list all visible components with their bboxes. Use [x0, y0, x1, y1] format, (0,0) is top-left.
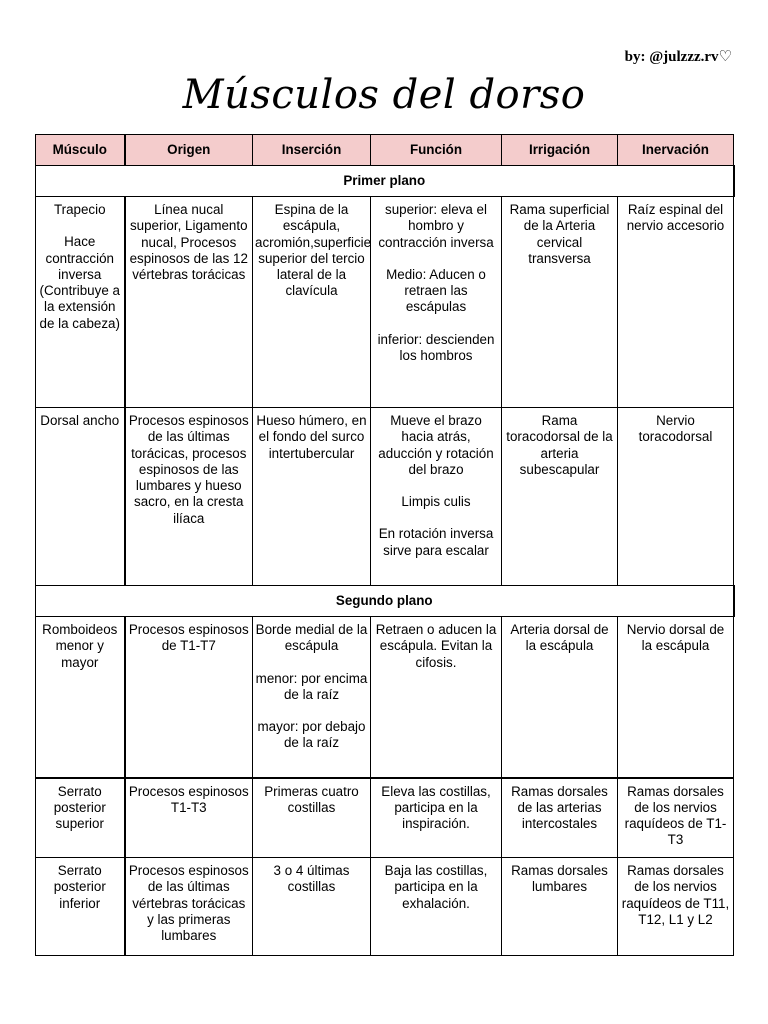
cell-musculo: Dorsal ancho — [36, 408, 125, 586]
cell-musculo: Romboideos menor y mayor — [36, 617, 125, 778]
cell-insercion — [253, 617, 371, 778]
table-row-trapecio — [36, 197, 734, 408]
table-row-serrato-superior — [36, 778, 734, 858]
cell-irrigacion: Ramas dorsales de las arterias intercostales — [502, 778, 618, 858]
funcion-medio: Medio: Aducen o retraen las escápulas — [386, 266, 486, 315]
funcion-line-2: Limpis culis — [401, 494, 471, 510]
page-title: Músculos del dorso — [182, 72, 586, 118]
cell-inervacion: Nervio dorsal de la escápula — [618, 617, 734, 778]
cell-funcion: Retraen o aducen la escápula. Evitan la cifosis. — [371, 617, 502, 778]
table-row-serrato-inferior — [36, 858, 734, 956]
cell-insercion: Primeras cuatro costillas — [253, 778, 371, 858]
cell-insercion: 3 o 4 últimas costillas — [253, 858, 371, 956]
author-byline: by: @julzzz.rv♡ — [624, 49, 732, 65]
funcion-inferior: inferior: descienden los hombros — [377, 331, 495, 364]
muscle-name: Trapecio — [53, 202, 106, 217]
cell-origen: Procesos espinosos de las últimas torácicas, procesos espinosos de las lumbares y hueso sacro, en la cresta ilíaca — [125, 408, 253, 586]
section-label: Segundo plano — [36, 586, 734, 617]
cell-funcion: Eleva las costillas, participa en la inspiración. — [371, 778, 502, 858]
header-insercion: Inserción — [253, 135, 371, 166]
insercion-line-1: Borde medial de la escápula — [255, 622, 368, 654]
funcion-superior: superior: eleva el hombro y contracción inversa — [378, 202, 494, 250]
table-row-romboideos — [36, 617, 734, 778]
header-irrigacion: Irrigación — [502, 135, 618, 166]
cell-musculo: Serrato posterior superior — [36, 778, 125, 858]
cell-inervacion: Raíz espinal del nervio accesorio — [618, 197, 734, 408]
funcion-line-3: En rotación inversa sirve para escalar — [378, 526, 494, 558]
section-row-primer-plano — [36, 166, 734, 197]
cell-funcion — [371, 197, 502, 408]
cell-inervacion: Ramas dorsales de los nervios raquídeos de T11, T12, L1 y L2 — [618, 858, 734, 956]
cell-origen: Línea nucal superior, Ligamento nucal, Procesos espinosos de las 12 vértebras torácicas — [125, 197, 253, 408]
header-musculo: Músculo — [36, 135, 125, 166]
cell-insercion: Hueso húmero, en el fondo del surco intertubercular — [253, 408, 371, 586]
cell-inervacion: Nervio toracodorsal — [618, 408, 734, 586]
muscles-table — [35, 134, 735, 956]
cell-origen: Procesos espinosos de T1-T7 — [125, 617, 253, 778]
cell-origen: Procesos espinosos de las últimas vértebras torácicas y las primeras lumbares — [125, 858, 253, 956]
cell-inervacion: Ramas dorsales de los nervios raquídeos de T1-T3 — [618, 778, 734, 858]
cell-funcion — [371, 408, 502, 586]
cell-funcion: Baja las costillas, participa en la exhalación. — [371, 858, 502, 956]
header-row — [36, 135, 734, 166]
header-funcion: Función — [371, 135, 502, 166]
insercion-line-3: mayor: por debajo de la raíz — [257, 719, 366, 751]
cell-irrigacion: Rama superficial de la Arteria cervical transversa — [502, 197, 618, 408]
section-label: Primer plano — [36, 166, 734, 197]
cell-insercion: Espina de la escápula, acromión,superficie superior del tercio lateral de la clavícula — [253, 197, 371, 408]
section-row-segundo-plano — [36, 586, 734, 617]
cell-irrigacion: Rama toracodorsal de la arteria subescapular — [502, 408, 618, 586]
insercion-line-2: menor: por encima de la raíz — [255, 670, 368, 702]
header-inervacion: Inervación — [618, 135, 734, 166]
cell-irrigacion: Ramas dorsales lumbares — [502, 858, 618, 956]
header-origen: Origen — [125, 135, 253, 166]
cell-musculo — [36, 197, 125, 408]
table-row-dorsal-ancho — [36, 408, 734, 586]
cell-irrigacion: Arteria dorsal de la escápula — [502, 617, 618, 778]
muscle-note: Hace contracción inversa (Contribuye a la extensión de la cabeza) — [39, 234, 120, 331]
cell-origen: Procesos espinosos T1-T3 — [125, 778, 253, 858]
funcion-line-1: Mueve el brazo hacia atrás, aducción y rotación del brazo — [378, 413, 494, 477]
cell-musculo: Serrato posterior inferior — [36, 858, 125, 956]
